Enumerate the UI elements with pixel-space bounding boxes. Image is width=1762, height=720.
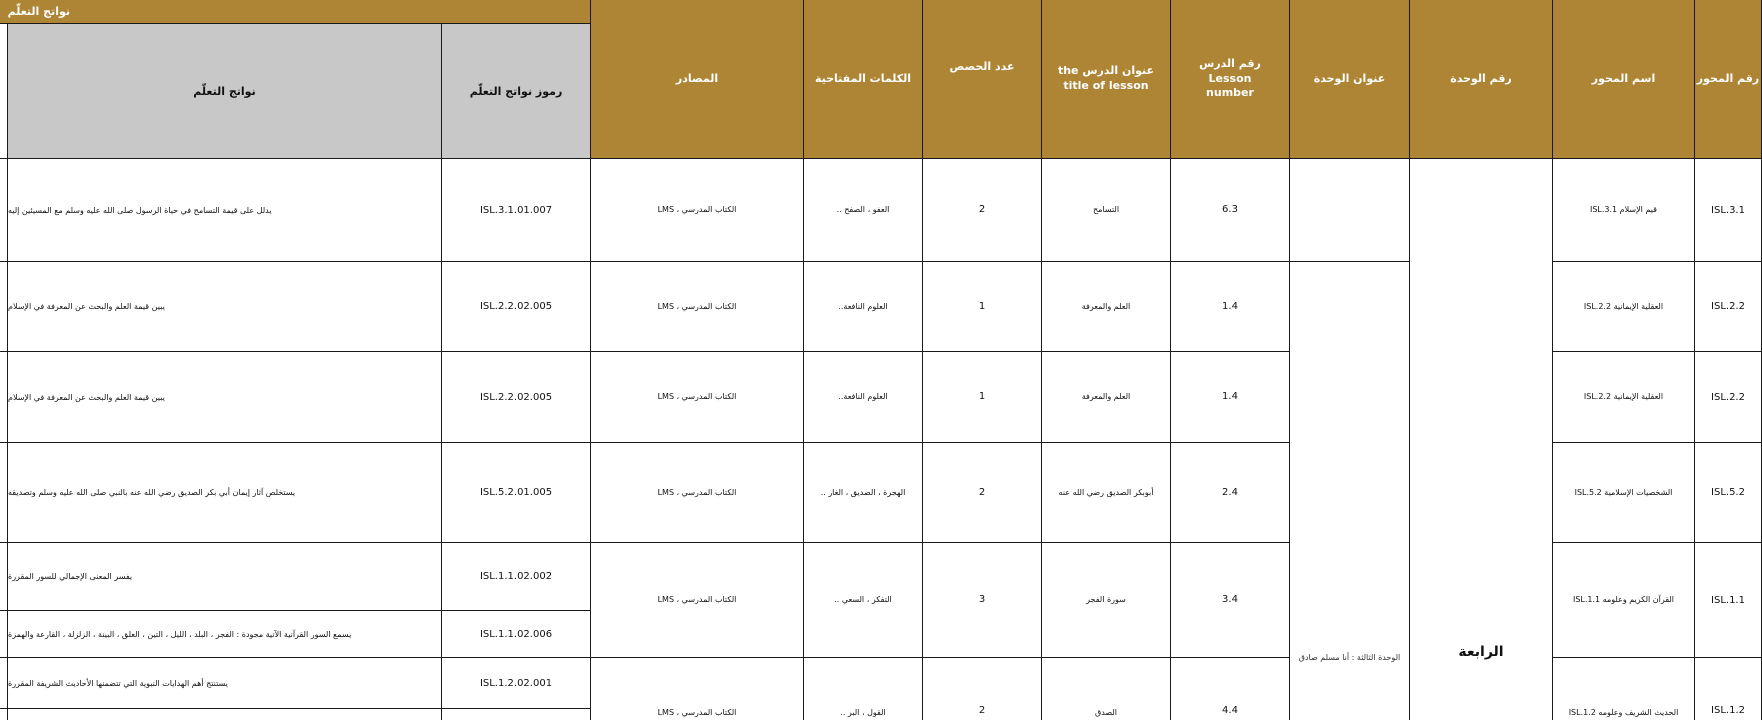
row-keywords <box>804 352 923 443</box>
row-keywords-text: العلوم النافعة.. <box>838 392 888 402</box>
header-lesson-title-text: عنوان الدرس the title of lesson <box>1057 64 1155 92</box>
row-outcome-code <box>442 262 591 352</box>
row-sources-text: الكتاب المدرسي ، LMS <box>657 595 737 605</box>
row-keywords <box>804 262 923 352</box>
left-edge-cell <box>0 658 8 709</box>
header-outcome-codes <box>442 24 591 159</box>
unit-title-value: الوحدة الثالثة : أنا مسلم صادق <box>1298 653 1401 662</box>
row-periods-text: 2 <box>978 486 986 498</box>
row-axis-text: ISL.2.2 <box>1711 301 1745 312</box>
row-sources-text: الكتاب المدرسي ، LMS <box>657 301 737 311</box>
row-axis-name-text: العقلية الإيمانية ISL.2.2 <box>1583 301 1664 311</box>
row-periods <box>923 543 1042 658</box>
row-axis-name-text: الشخصيات الإسلامية ISL.5.2 <box>1574 487 1673 497</box>
row-periods <box>923 352 1042 443</box>
row-outcome-text: يفسر المعنى الإجمالي للسور المقررة <box>8 572 133 581</box>
row-lesson-number <box>1171 352 1290 443</box>
row-sources-text: الكتاب المدرسي ، LMS <box>657 487 737 497</box>
row-axis <box>1695 443 1762 543</box>
row-lesson-title-text: العلم والمعرفة <box>1081 392 1131 402</box>
row-lesson-title <box>1042 543 1171 658</box>
header-unit-number <box>1410 0 1553 159</box>
row-lesson-title <box>1042 658 1171 720</box>
row-axis-name <box>1553 262 1695 352</box>
row-periods <box>923 443 1042 543</box>
row-outcome-code <box>442 658 591 709</box>
row-keywords <box>804 658 923 720</box>
header-outcome-codes-text: رموز نواتج التعلّم <box>469 84 563 98</box>
row-lesson-title <box>1042 262 1171 352</box>
header-unit-title <box>1290 0 1410 159</box>
header-axis-number <box>1695 0 1762 159</box>
trailing-empty-cell <box>442 709 591 720</box>
row-outcome-code-text: ISL.3.1.01.007 <box>479 204 553 216</box>
row-outcome-code <box>442 159 591 262</box>
row-outcome <box>8 543 442 611</box>
row-periods <box>923 262 1042 352</box>
row-outcome-code-text: ISL.1.2.02.001 <box>479 677 553 689</box>
header-lesson-number-text: رقم الدرس Lesson number <box>1199 56 1261 100</box>
row-outcome-code-2-text: ISL.1.1.02.006 <box>479 628 553 640</box>
unit-title-empty-cell <box>1290 159 1410 262</box>
row-outcome-text: يبين قيمة العلم والبحث عن المعرفة في الإسلام <box>8 302 165 311</box>
row-sources <box>591 658 804 720</box>
row-keywords-text: العفو ، الصفح .. <box>836 205 890 215</box>
header-keywords <box>804 0 923 159</box>
row-lesson-number-text: 4.4 <box>1222 705 1238 716</box>
row-sources <box>591 443 804 543</box>
header-sources <box>591 0 804 159</box>
row-outcome-code-2 <box>442 611 591 658</box>
row-outcome-code-text: ISL.2.2.02.005 <box>479 391 553 403</box>
header-lesson-title <box>1042 0 1171 159</box>
row-lesson-number <box>1171 658 1290 720</box>
row-axis-name-text: القرآن الكريم وعلومه ISL.1.1 <box>1572 595 1675 605</box>
row-keywords <box>804 543 923 658</box>
row-outcome-text: يستنتج أهم الهدايات النبوية التي تتضمنها الأحاديث الشريفة المقررة <box>8 678 228 688</box>
header-outcomes <box>8 24 442 159</box>
row-axis-name-text: قيم الإسلام ISL.3.1 <box>1589 205 1658 215</box>
row-outcome <box>8 159 442 262</box>
header-periods-text: عدد الحصص <box>949 60 1015 73</box>
row-keywords-text: العلوم النافعة.. <box>838 301 888 311</box>
row-outcome <box>8 262 442 352</box>
row-axis <box>1695 159 1762 262</box>
row-keywords <box>804 159 923 262</box>
row-outcome-code-text: ISL.5.2.01.005 <box>479 487 553 498</box>
row-periods-text: 3 <box>978 594 986 605</box>
row-periods-text: 2 <box>978 705 986 716</box>
row-outcome-2-text: يسمع السور القرآنية الآتية مجودة : الفجر ، البلد ، الليل ، التين ، العلق ، البينة ، الزلزلة ، القارعة والهمزة <box>8 629 352 639</box>
row-axis-name <box>1553 658 1695 720</box>
row-axis-text: ISL.1.2 <box>1711 705 1745 716</box>
outcomes-group-title-text: نواتج التعلّم <box>7 5 70 18</box>
header-unit-title-text: عنوان الوحدة <box>1313 71 1386 85</box>
row-axis-text: ISL.5.2 <box>1711 487 1745 498</box>
row-lesson-number <box>1171 159 1290 262</box>
row-sources-text: الكتاب المدرسي ، LMS <box>657 392 737 402</box>
header-periods <box>923 0 1042 159</box>
row-outcome-text: يدلل على قيمة التسامح في حياة الرسول صلى الله عليه وسلم مع المسيئين إليه <box>8 205 272 215</box>
row-lesson-title <box>1042 443 1171 543</box>
row-periods <box>923 159 1042 262</box>
row-sources-text: الكتاب المدرسي ، LMS <box>657 205 737 215</box>
row-lesson-number-text: 3.4 <box>1222 594 1238 605</box>
trailing-empty-cell <box>8 709 442 720</box>
left-edge-cell <box>0 543 8 611</box>
row-axis-text: ISL.1.1 <box>1711 594 1745 606</box>
header-keywords-text: الكلمات المفتاحية <box>814 71 912 85</box>
row-periods-text: 1 <box>978 300 986 312</box>
row-axis <box>1695 262 1762 352</box>
left-edge-cell <box>0 262 8 352</box>
left-edge-cell <box>0 159 8 262</box>
row-lesson-title-text: العلم والمعرفة <box>1081 301 1131 311</box>
row-axis <box>1695 658 1762 720</box>
row-axis-name <box>1553 443 1695 543</box>
row-axis-name-text: الحديث الشريف وعلومه ISL.1.2 <box>1568 707 1679 717</box>
row-outcome-code <box>442 543 591 611</box>
row-sources <box>591 543 804 658</box>
row-keywords-text: القول ، البر .. <box>840 707 886 717</box>
row-outcome-code <box>442 352 591 443</box>
row-outcome-text: يستخلص آثار إيمان أبي بكر الصديق رضي الله عنه بالنبي صلى الله عليه وسلم وتصديقه <box>8 488 296 497</box>
unit-title-cell <box>1290 262 1410 720</box>
row-outcome-code-text: ISL.2.2.02.005 <box>479 301 553 312</box>
row-sources <box>591 262 804 352</box>
row-axis-text: ISL.2.2 <box>1711 391 1745 403</box>
row-axis-name <box>1553 159 1695 262</box>
row-lesson-number <box>1171 262 1290 352</box>
header-unit-number-text: رقم الوحدة <box>1450 71 1512 85</box>
row-axis-name-text: العقلية الإيمانية ISL.2.2 <box>1583 392 1664 402</box>
row-lesson-number-text: 1.4 <box>1222 300 1238 312</box>
header-axis-name-text: اسم المحور <box>1591 71 1656 85</box>
left-edge-cell <box>0 611 8 658</box>
row-outcome <box>8 352 442 443</box>
left-edge-cell <box>0 443 8 543</box>
row-sources <box>591 159 804 262</box>
trailing-empty-cell <box>0 709 8 720</box>
row-lesson-title <box>1042 159 1171 262</box>
row-axis-name <box>1553 352 1695 443</box>
row-lesson-title <box>1042 352 1171 443</box>
row-lesson-title-text: سورة الفجر <box>1086 595 1126 605</box>
header-axis-name <box>1553 0 1695 159</box>
row-lesson-number-text: 1.4 <box>1222 391 1238 402</box>
row-periods-text: 2 <box>978 204 986 215</box>
row-outcome <box>8 443 442 543</box>
row-axis-name <box>1553 543 1695 658</box>
row-lesson-title-text: الصدق <box>1094 707 1117 717</box>
unit-number-value: الرابعة <box>1458 644 1504 660</box>
row-lesson-number-text: 2.4 <box>1222 486 1238 498</box>
row-keywords-text: الهجرة ، الصديق ، الغار .. <box>820 487 906 497</box>
header-sources-text: المصادر <box>675 71 719 85</box>
row-lesson-title-text: أبوبكر الصديق رضي الله عنه <box>1058 487 1154 497</box>
row-axis <box>1695 352 1762 443</box>
left-edge-cell <box>0 352 8 443</box>
row-outcome-2 <box>8 611 442 658</box>
header-outcomes-text: نواتج التعلّم <box>193 84 256 98</box>
row-outcome-code-text: ISL.1.1.02.002 <box>479 571 553 582</box>
row-lesson-number-text: 6.3 <box>1222 204 1238 215</box>
row-outcome-code <box>442 443 591 543</box>
row-periods-text: 1 <box>978 391 986 402</box>
row-outcome <box>8 658 442 709</box>
row-periods <box>923 658 1042 720</box>
left-edge-cell <box>0 24 8 159</box>
row-axis <box>1695 543 1762 658</box>
row-axis-text: ISL.3.1 <box>1711 204 1745 216</box>
header-lesson-number <box>1171 0 1290 159</box>
row-sources <box>591 352 804 443</box>
row-lesson-number <box>1171 543 1290 658</box>
row-sources-text: الكتاب المدرسي ، LMS <box>657 707 737 717</box>
row-keywords-text: التفكر ، السعي .. <box>834 595 892 605</box>
row-outcome-text: يبين قيمة العلم والبحث عن المعرفة في الإسلام <box>8 392 165 402</box>
row-lesson-title-text: التسامح <box>1092 205 1120 215</box>
unit-number-cell <box>1410 159 1553 720</box>
outcomes-group-title <box>0 0 591 24</box>
header-axis-number-text: رقم المحور <box>1696 71 1760 85</box>
row-keywords <box>804 443 923 543</box>
row-lesson-number <box>1171 443 1290 543</box>
